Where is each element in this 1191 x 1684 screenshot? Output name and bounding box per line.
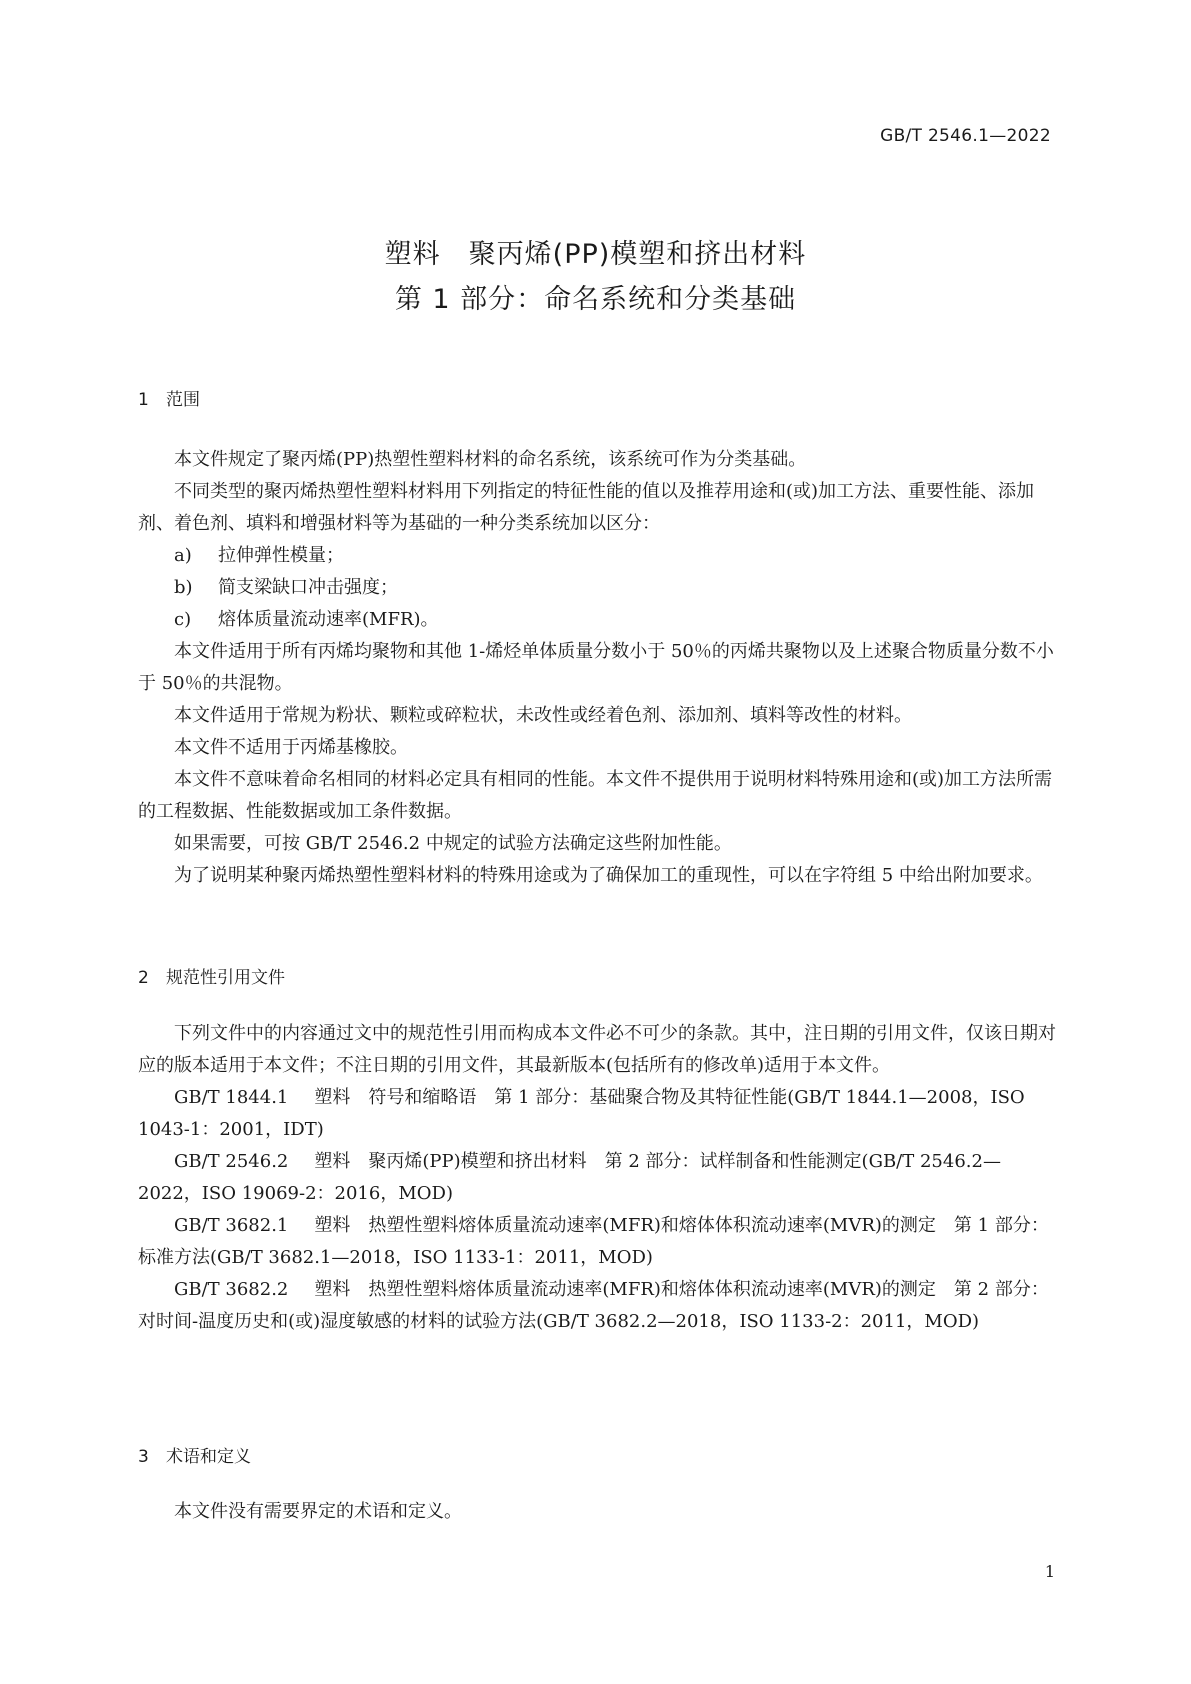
document-title-line-1: 塑料 聚丙烯(PP)模塑和挤出材料 (384, 239, 807, 270)
standard-code: GB/T 2546.1—2022 (880, 126, 1051, 146)
reference-text: 塑料 符号和缩略语 第 1 部分：基础聚合物及其特征性能(GB/T 1844.1—2008，ISO 1043-1：2001，IDT) (138, 1087, 1025, 1140)
paragraph: 本文件不意味着命名相同的材料必定具有相同的性能。本文件不提供用于说明材料特殊用途和(或)加工方法所需的工程数据、性能数据或加工条件数据。 (138, 769, 1053, 822)
paragraph: 本文件适用于常规为粉状、颗粒或碎粒状，未改性或经着色剂、添加剂、填料等改性的材料。 (174, 705, 912, 726)
reference-text: 塑料 聚丙烯(PP)模塑和挤出材料 第 2 部分：试样制备和性能测定(GB/T 2546.2—2022，ISO 19069-2：2016，MOD) (138, 1151, 1001, 1204)
reference-text: 塑料 热塑性塑料熔体质量流动速率(MFR)和熔体体积流动速率(MVR)的测定 第 2 部分：对时间-温度历史和(或)湿度敏感的材料的试验方法(GB/T 3682.2—2018，ISO 1133-2：2011，MOD) (138, 1279, 1049, 1332)
paragraph: 如果需要，可按 GB/T 2546.2 中规定的试验方法确定这些附加性能。 (174, 833, 732, 854)
section-number: 3 (138, 1447, 149, 1467)
reference-text: 塑料 热塑性塑料熔体质量流动速率(MFR)和熔体体积流动速率(MVR)的测定 第 1 部分：标准方法(GB/T 3682.1—2018，ISO 1133-1：2011，MOD) (138, 1215, 1049, 1268)
section-heading-terms-definitions (138, 1442, 251, 1467)
list-item-text: 简支梁缺口冲击强度； (218, 577, 398, 598)
section-number: 2 (138, 968, 149, 988)
reference-code: GB/T 3682.2 (174, 1279, 289, 1300)
section-body-scope (138, 444, 1058, 892)
list-item (138, 572, 1058, 604)
list-item-label: b) (174, 577, 193, 598)
section-heading-normative-references (138, 963, 285, 988)
reference-entry (138, 1146, 1058, 1210)
paragraph: 为了说明某种聚丙烯热塑性塑料材料的特殊用途或为了确保加工的重现性，可以在字符组 5 中给出附加要求。 (174, 865, 1043, 886)
reference-entry (138, 1274, 1058, 1338)
paragraph: 本文件规定了聚丙烯(PP)热塑性塑料材料的命名系统，该系统可作为分类基础。 (174, 449, 807, 470)
document-title-line-2: 第 1 部分：命名系统和分类基础 (394, 284, 797, 315)
list-item-label: c) (174, 609, 192, 630)
section-body-normative-references (138, 1018, 1058, 1338)
reference-code: GB/T 1844.1 (174, 1087, 289, 1108)
paragraph: 本文件适用于所有丙烯均聚物和其他 1-烯烃单体质量分数小于 50％的丙烯共聚物以及上述聚合物质量分数不小于 50％的共混物。 (138, 641, 1054, 694)
section-title: 术语和定义 (166, 1447, 251, 1467)
reference-entry (138, 1082, 1058, 1146)
section-title: 范围 (166, 390, 200, 410)
paragraph: 不同类型的聚丙烯热塑性塑料材料用下列指定的特征性能的值以及推荐用途和(或)加工方法、重要性能、添加剂、着色剂、填料和增强材料等为基础的一种分类系统加以区分： (138, 481, 1035, 534)
reference-entry (138, 1210, 1058, 1274)
section-body-terms-definitions (138, 1496, 1058, 1528)
paragraph: 本文件不适用于丙烯基橡胶。 (174, 737, 408, 758)
paragraph: 本文件没有需要界定的术语和定义。 (174, 1501, 462, 1522)
paragraph: 下列文件中的内容通过文中的规范性引用而构成本文件必不可少的条款。其中，注日期的引用文件，仅该日期对应的版本适用于本文件；不注日期的引用文件，其最新版本(包括所有的修改单)适用于本文件。 (138, 1023, 1056, 1076)
section-title: 规范性引用文件 (166, 968, 285, 988)
list-item-label: a) (174, 545, 192, 566)
list-item (138, 540, 1058, 572)
reference-code: GB/T 2546.2 (174, 1151, 289, 1172)
list-item-text: 拉伸弹性模量； (218, 545, 344, 566)
reference-code: GB/T 3682.1 (174, 1215, 289, 1236)
list-item (138, 604, 1058, 636)
section-number: 1 (138, 390, 149, 410)
section-heading-scope (138, 385, 200, 410)
list-item-text: 熔体质量流动速率(MFR)。 (218, 609, 439, 630)
page-number: 1 (1044, 1562, 1055, 1581)
